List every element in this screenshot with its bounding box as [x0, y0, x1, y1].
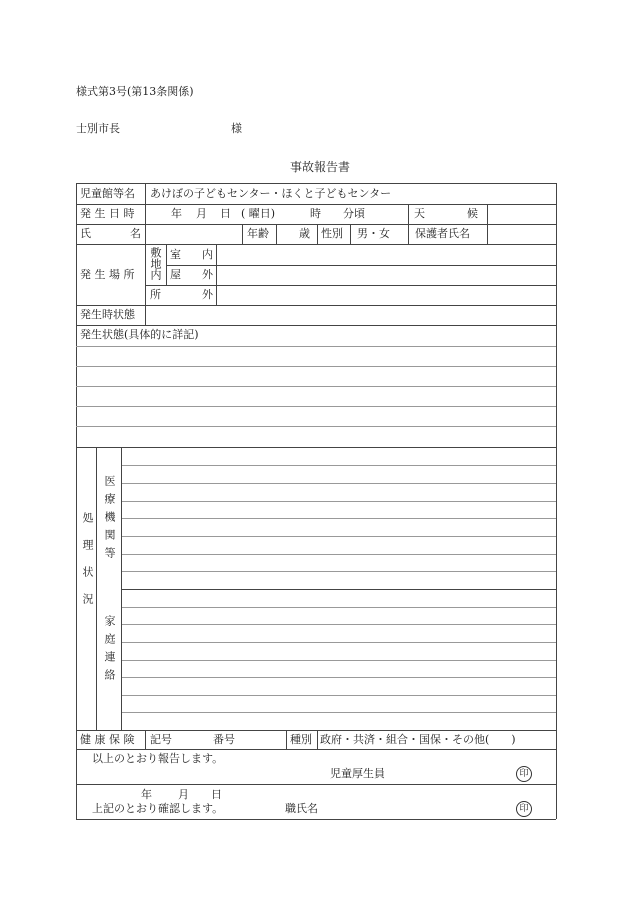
offsite-a: 所: [150, 288, 161, 301]
guardian-name-label: 保護者氏名: [415, 227, 470, 240]
insurance-kigo: 記号: [150, 733, 172, 746]
family-label: 家庭連絡: [103, 615, 116, 687]
confirm-year-unit: 年: [141, 788, 152, 801]
state-label: 発生時状態: [80, 308, 135, 321]
report-statement: 以上のとおり報告します。: [92, 752, 224, 765]
insurance-options: 政府・共済・組合・国保・その他( ): [320, 733, 516, 746]
confirm-statement: 上記のとおり確認します。: [92, 802, 224, 815]
medical-label: 医療機関等: [103, 475, 116, 565]
weather-label-b: 候: [467, 207, 478, 220]
minute-unit: 分頃: [343, 207, 365, 220]
document-title: 事故報告書: [290, 160, 351, 174]
place-label: 発 生 場 所: [80, 268, 135, 281]
insurance-label: 健 康 保 険: [80, 733, 135, 746]
indoor-a: 室: [170, 248, 181, 261]
weather-label-a: 天: [414, 207, 425, 220]
datetime-label: 発 生 日 時: [80, 207, 135, 220]
name-label-a: 氏: [80, 227, 91, 240]
weekday-field: ( 曜日): [241, 207, 276, 220]
confirm-month-unit: 月: [178, 788, 189, 801]
premises-label: 敷地内: [149, 247, 162, 280]
outdoor-b: 外: [202, 268, 213, 281]
age-unit: 歳: [299, 227, 310, 240]
handling-label: 処理状況: [81, 512, 94, 620]
name-label-b: 名: [130, 227, 141, 240]
report-officer: 児童厚生員: [330, 767, 385, 780]
facility-name: あけぼの子どもセンター・ほくと子どもセンター: [150, 187, 392, 200]
gender-options: 男・女: [357, 227, 390, 240]
confirm-seal: 印: [516, 801, 532, 817]
offsite-b: 外: [202, 288, 213, 301]
addressee: 士別市長: [76, 122, 120, 135]
confirm-day-unit: 日: [211, 788, 222, 801]
gender-label: 性別: [321, 227, 343, 240]
insurance-bango: 番号: [213, 733, 235, 746]
form-number: 様式第3号(第13条関係): [76, 85, 194, 98]
detail-label: 発生状態(具体的に詳記): [80, 328, 199, 341]
year-unit: 年: [171, 207, 182, 220]
insurance-type-label: 種別: [290, 733, 312, 746]
addressee-honorific: 様: [231, 122, 242, 135]
indoor-b: 内: [202, 248, 213, 261]
age-label: 年齢: [247, 227, 269, 240]
report-seal: 印: [516, 766, 532, 782]
hour-unit: 時: [310, 207, 321, 220]
outdoor-a: 屋: [170, 268, 181, 281]
confirm-officer: 職氏名: [285, 802, 318, 815]
day-unit: 日: [220, 207, 231, 220]
facility-label: 児童館等名: [80, 187, 135, 200]
month-unit: 月: [196, 207, 207, 220]
